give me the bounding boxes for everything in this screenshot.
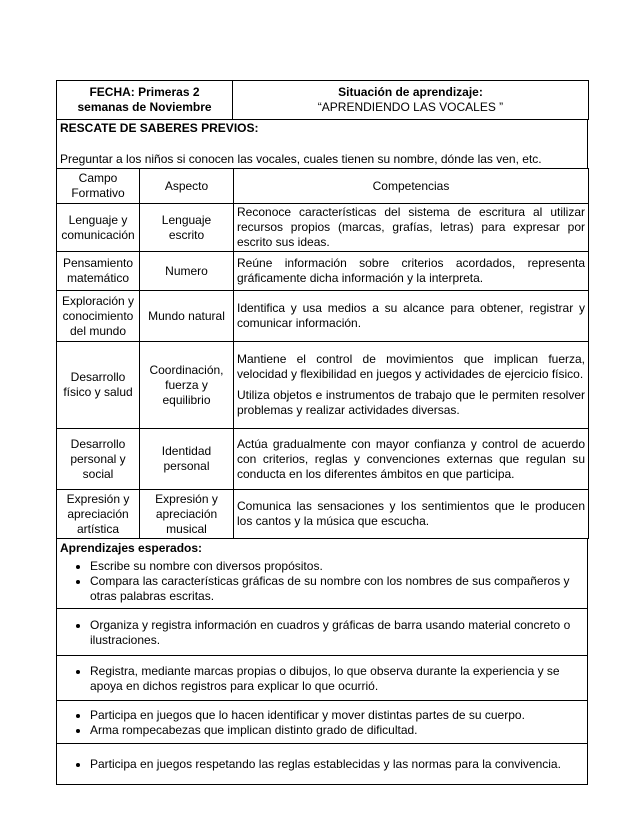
table-row [57,429,589,490]
campo-cell: Expresión y apreciación artística [57,490,140,539]
table-row [57,204,589,252]
header-row [57,81,589,120]
campo-cell: Exploración y conocimiento del mundo [57,291,140,342]
competencia-text: Mantiene el control de movimientos que implican fuerza, velocidad y flexibilidad en juegos y actividades de ejercicio físico. [237,352,585,381]
aprendizajes-title: Aprendizajes esperados: [60,541,203,555]
rescate-table [56,119,588,169]
competencia-text: Reconoce características del sistema de escritura al utilizar recursos propios (marcas, grafías, letras) para expresar por escrito sus ideas. [237,205,585,249]
campo-cell: Pensamiento matemático [57,252,140,291]
table-row [57,490,589,539]
aprendizajes-list [60,559,584,604]
aprendizajes-cell [57,656,588,701]
fecha-cell [57,81,233,120]
competencia-cell [234,291,589,342]
header-table [56,80,589,120]
aspecto-cell: Identidad personal [140,429,234,490]
competencia-text: Comunica las sensaciones y los sentimientos que le producen los cantos y la música que escucha. [237,499,585,528]
list-item: • Participa en juegos respetando las reglas establecidas y las normas para la convivencia. [90,757,584,772]
situacion-name: “APRENDIENDO LAS VOCALES ” [317,100,504,114]
competencia-cell [234,204,589,252]
aprendizajes-table [56,538,588,785]
campo-cell: Lenguaje y comunicación [57,204,140,252]
table-row [57,252,589,291]
situacion-cell [233,81,589,120]
list-item: • Organiza y registra información en cuadros y gráficas de barra usando material concreto o ilustraciones. [90,618,584,648]
fecha-line2: semanas de Noviembre [77,100,212,114]
list-item: • Participa en juegos que lo hacen identificar y mover distintas partes de su cuerpo. [90,708,584,723]
campo-cell: Desarrollo personal y social [57,429,140,490]
list-item: • Arma rompecabezas que implican distinto grado de dificultad. [90,723,584,738]
list-item: • Compara las características gráficas de su nombre con los nombres de sus compañeros y otras palabras escritas. [90,574,584,604]
aprendizajes-cell [57,701,588,744]
table-row [57,291,589,342]
col-aspecto: Aspecto [140,169,234,204]
columns-header-row [57,169,589,204]
situacion-title: Situación de aprendizaje: [338,85,483,99]
list-item: • Escribe su nombre con diversos propósitos. [90,559,584,574]
list-item: • Registra, mediante marcas propias o dibujos, lo que observa durante la experiencia y se apoya en dichos registros para explicar lo que ocurrió. [90,664,584,694]
aprendizajes-list [60,618,584,648]
aprendizajes-cell [57,539,588,609]
competencia-cell [234,252,589,291]
rescate-title: RESCATE DE SABERES PREVIOS: [60,121,259,135]
competencia-text: Utiliza objetos e instrumentos de trabajo que le permiten resolver problemas y realizar actividades diversas. [237,388,585,417]
competencia-cell [234,342,589,429]
competencia-cell [234,429,589,490]
aprendizajes-cell [57,609,588,656]
rescate-cell [57,120,588,169]
competencia-text: Identifica y usa medios a su alcance para obtener, registrar y comunicar información. [237,301,585,330]
aprendizajes-list [60,708,584,738]
aspecto-cell: Mundo natural [140,291,234,342]
competencia-cell [234,490,589,539]
rescate-text: Preguntar a los niños si conocen las vocales, cuales tienen su nombre, dónde las ven, etc. [60,152,542,166]
competencia-text: Actúa gradualmente con mayor confianza y control de acuerdo con criterios, reglas y convenciones externas que regulan su conducta en los diferentes ámbitos en que participa. [237,436,585,481]
aspecto-cell: Numero [140,252,234,291]
aprendizajes-cell [57,744,588,785]
col-campo: Campo Formativo [57,169,140,204]
table-row [57,342,589,429]
aspecto-cell: Coordinación, fuerza y equilibrio [140,342,234,429]
competencias-table [56,168,589,539]
aprendizajes-list [60,757,584,772]
aprendizajes-list [60,664,584,694]
col-competencias: Competencias [234,169,589,204]
planning-document [56,80,588,785]
fecha-line1: FECHA: Primeras 2 [89,85,200,99]
campo-cell: Desarrollo físico y salud [57,342,140,429]
competencia-text: Reúne información sobre criterios acordados, representa gráficamente dicha información y la interpreta. [237,256,585,285]
aspecto-cell: Lenguaje escrito [140,204,234,252]
aspecto-cell: Expresión y apreciación musical [140,490,234,539]
